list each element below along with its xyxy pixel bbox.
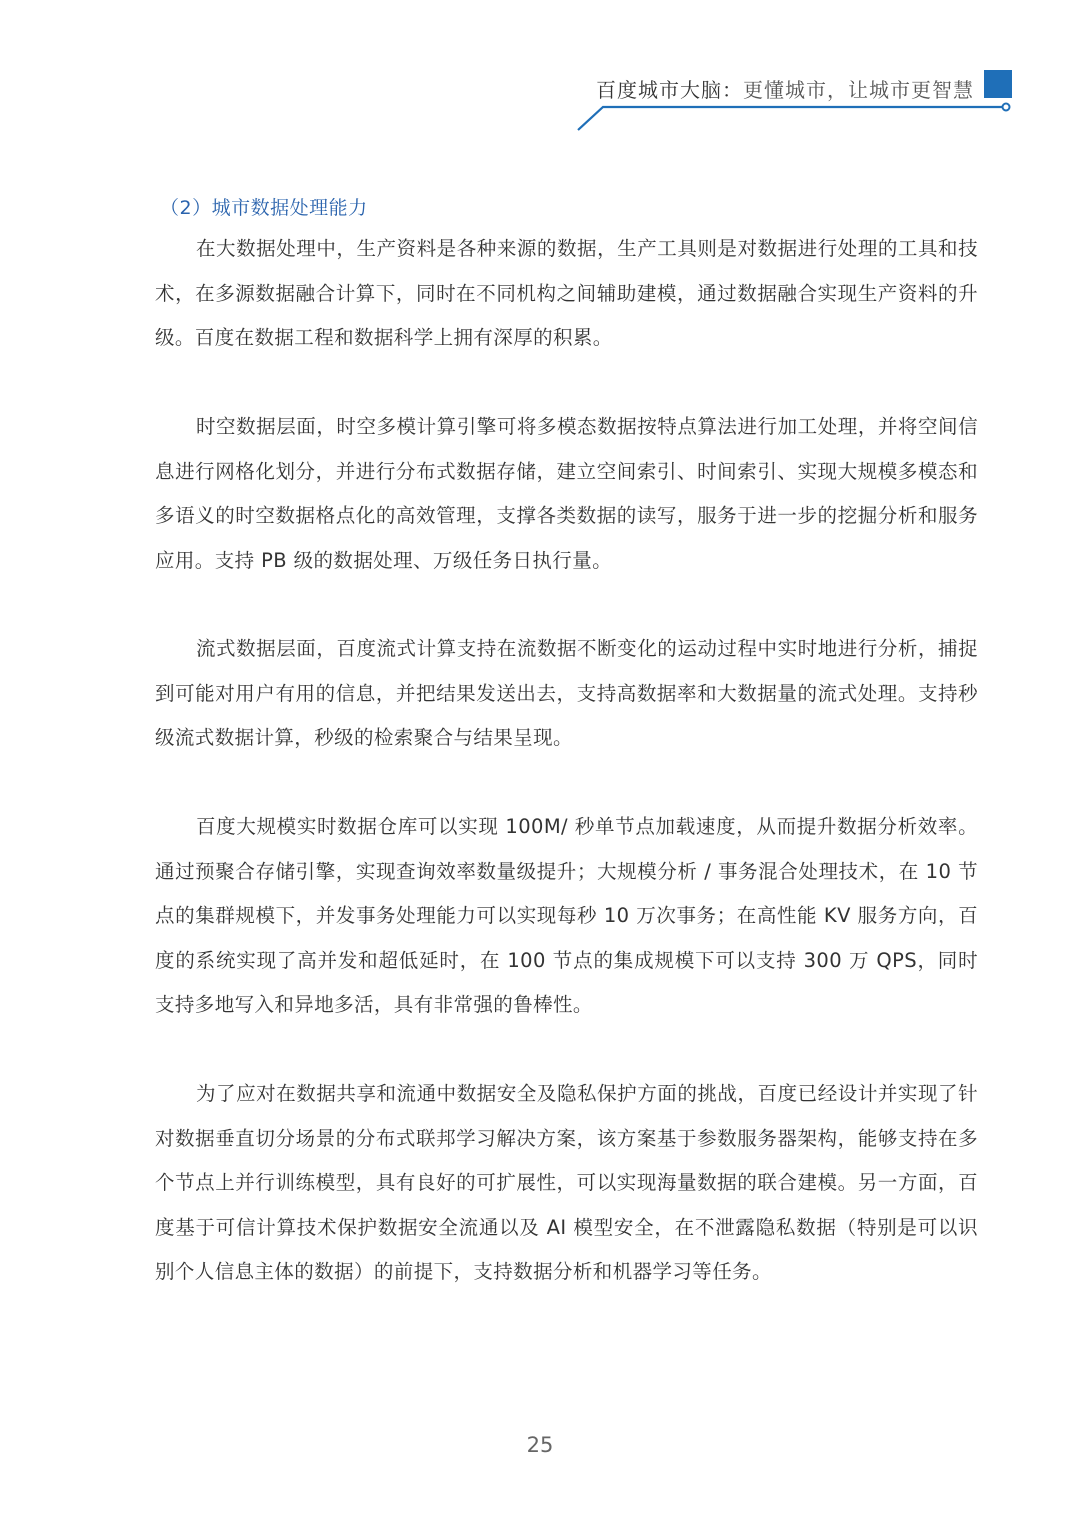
paragraph-streaming: 流式数据层面，百度流式计算支持在流数据不断变化的运动过程中实时地进行分析，捕捉到可能对用户有用的信息，并把结果发送出去，支持高数据率和大数据量的流式处理。支持秒级流式数据计算，秒级的检索聚合与结果呈现。 [155,637,978,749]
paragraph-data-processing: 在大数据处理中，生产资料是各种来源的数据，生产工具则是对数据进行处理的工具和技术，在多源数据融合计算下，同时在不同机构之间辅助建模，通过数据融合实现生产资料的升级。百度在数据工程和数据科学上拥有深厚的积累。 [155,237,978,349]
paragraph-data-warehouse: 百度大规模实时数据仓库可以实现 100M/ 秒单节点加载速度，从而提升数据分析效率。通过预聚合存储引擎，实现查询效率数量级提升；大规模分析 / 事务混合处理技术，在 10 节点的集群规模下，并发事务处理能力可以实现每秒 10 万次事务；在高性能 KV 服务方向，百度的系统实现了高并发和超低延时，在 100 节点的集成规模下可以支持 300 万 QPS，同时支持多地写入和异地多活，具有非常强的鲁棒性。 [155,815,978,1016]
header-decorative-line [0,0,1080,140]
page-header [0,0,1080,140]
section-title: （2）城市数据处理能力 [160,197,368,219]
paragraph-spatiotemporal: 时空数据层面，时空多模计算引擎可将多模态数据按特点算法进行加工处理，并将空间信息进行网格化划分，并进行分布式数据存储，建立空间索引、时间索引、实现大规模多模态和多语义的时空数据格点化的高效管理，支撑各类数据的读写，服务于进一步的挖掘分析和服务应用。支持 PB 级的数据处理、万级任务日执行量。 [155,415,978,572]
header-separator: ： [722,78,743,102]
header-brand: 百度城市大脑 [596,78,722,102]
header-slogan: 更懂城市，让城市更智慧 [743,78,974,102]
page-number: 25 [526,1433,554,1457]
paragraph-privacy-security: 为了应对在数据共享和流通中数据安全及隐私保护方面的挑战，百度已经设计并实现了针对数据垂直切分场景的分布式联邦学习解决方案，该方案基于参数服务器架构，能够支持在多个节点上并行训练模型，具有良好的可扩展性，可以实现海量数据的联合建模。另一方面，百度基于可信计算技术保护数据安全流通以及 AI 模型安全，在不泄露隐私数据（特别是可以识别个人信息主体的数据）的前提下，支持数据分析和机器学习等任务。 [155,1082,978,1283]
